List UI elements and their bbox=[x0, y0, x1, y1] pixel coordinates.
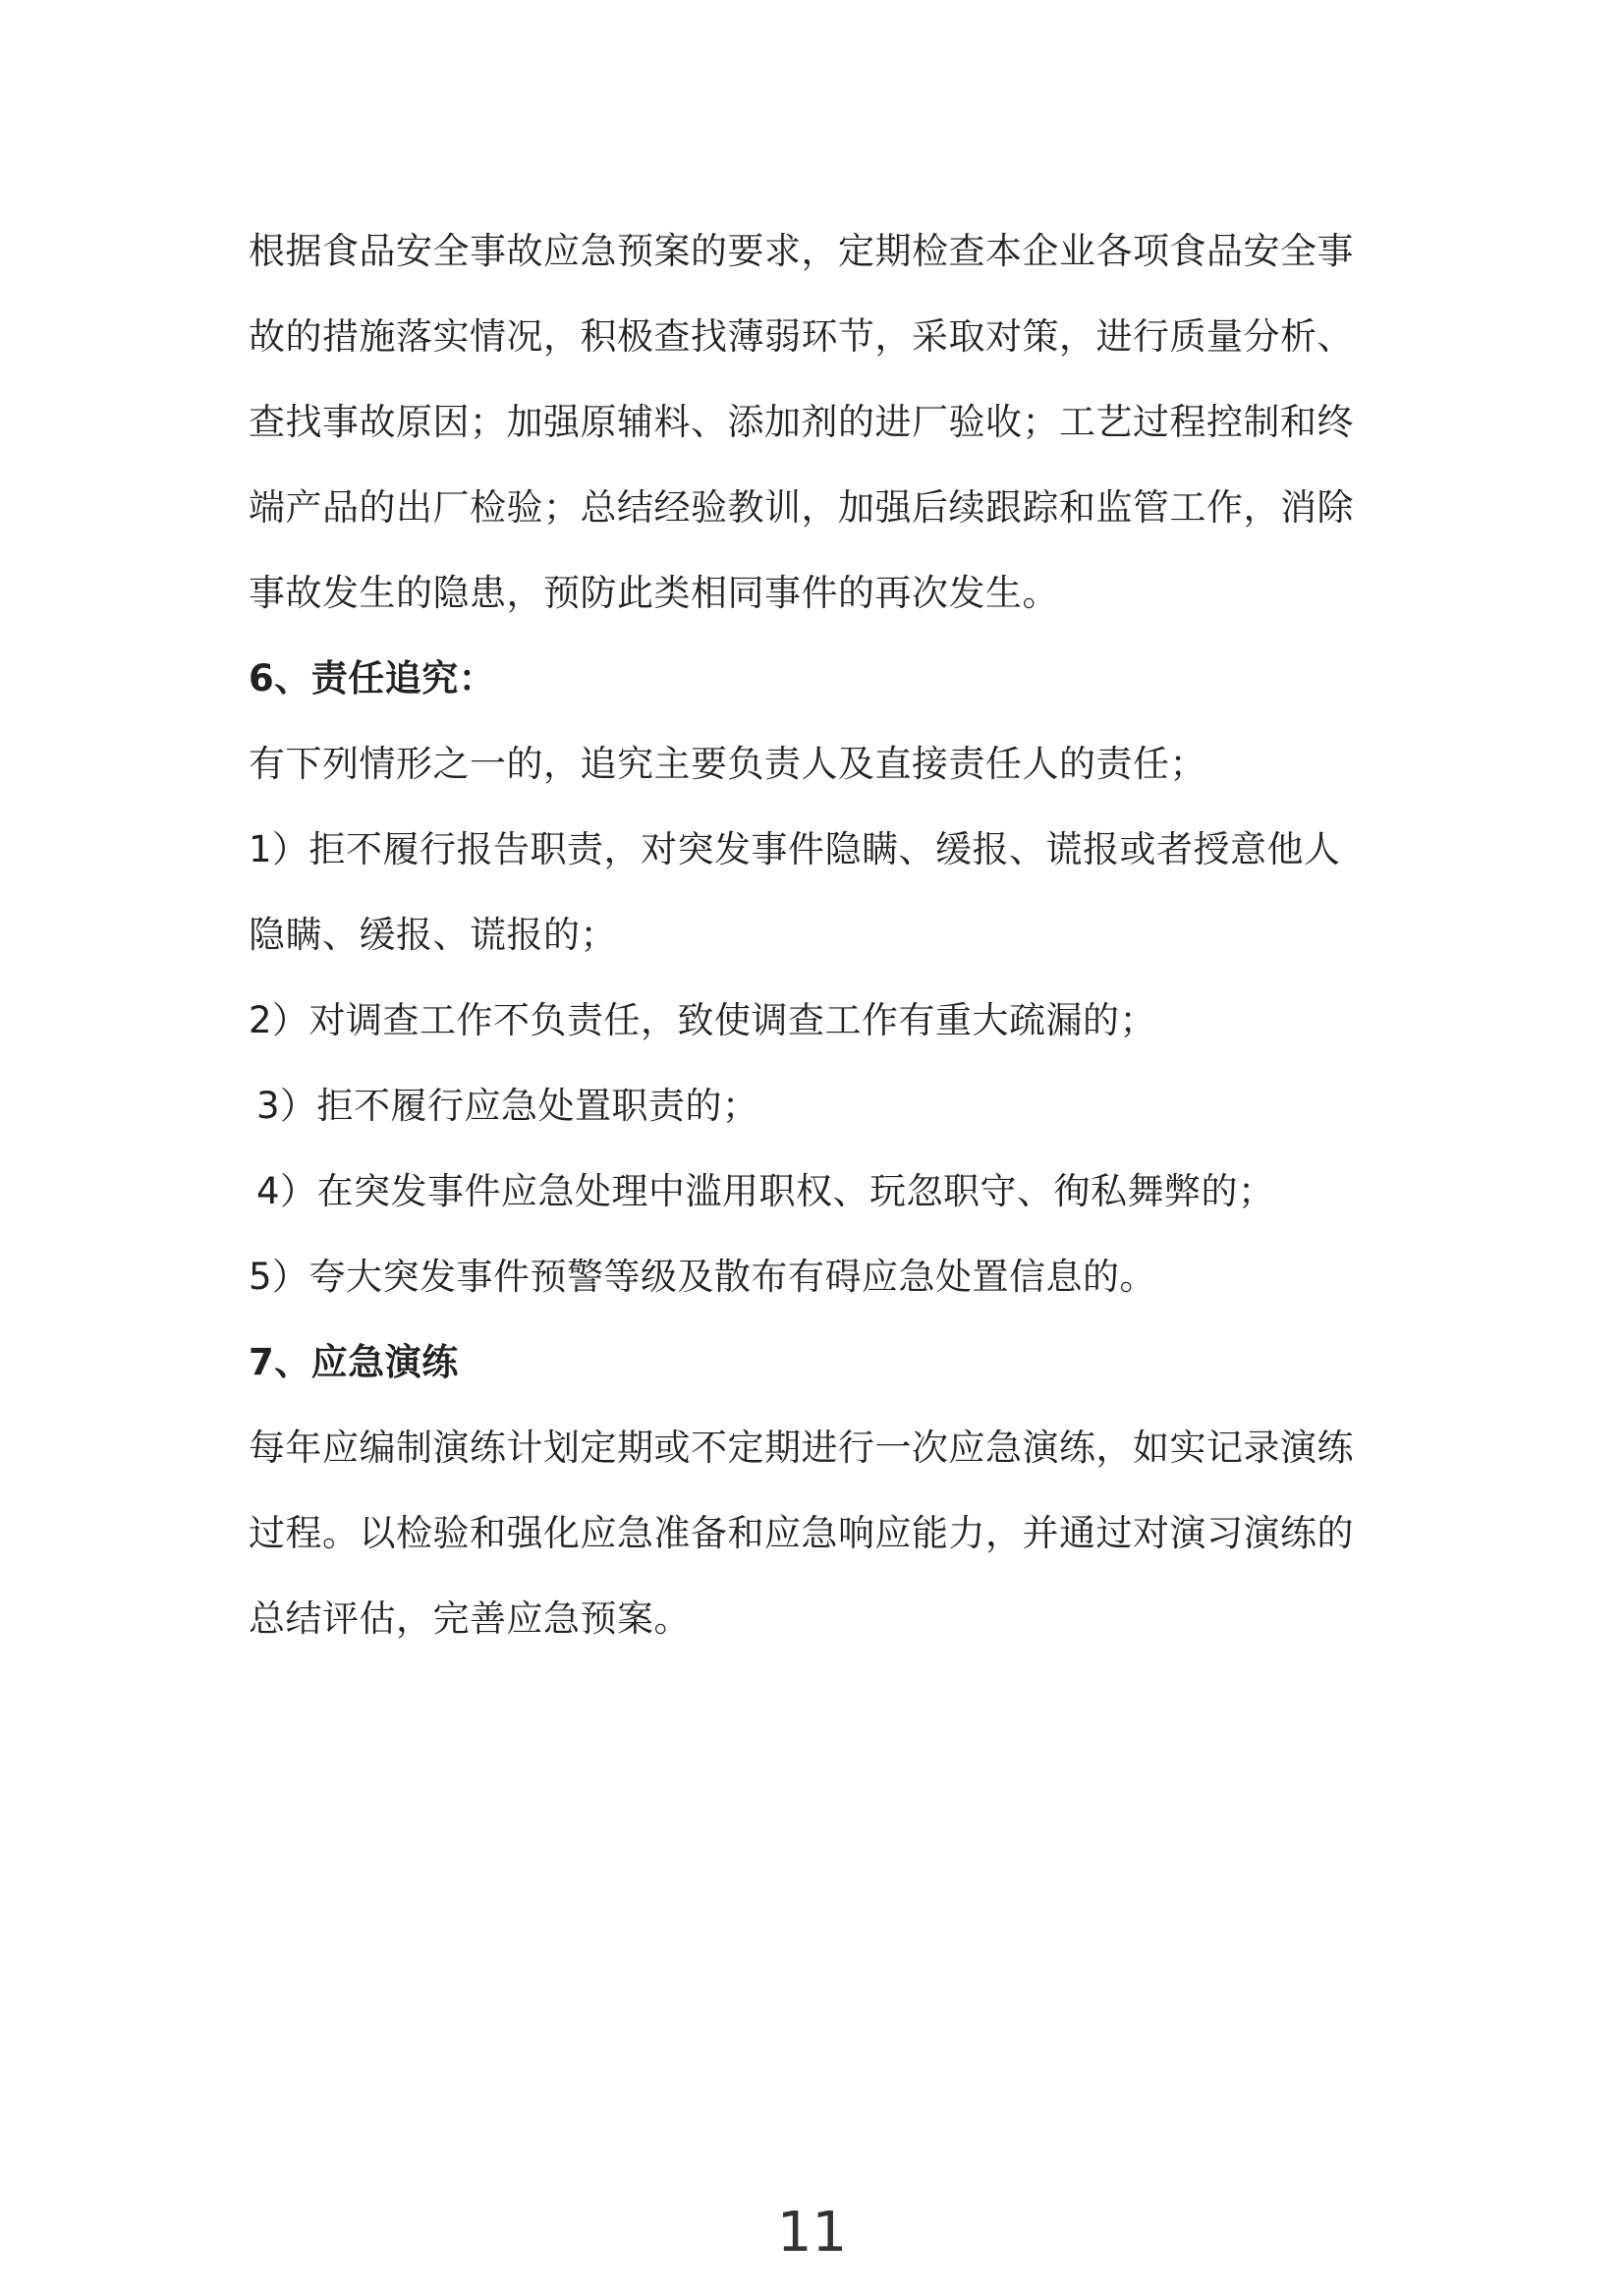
section-7-line: 过程。以检验和强化应急准备和应急响应能力，并通过对演习演练的 bbox=[249, 1512, 1354, 1554]
section-7-heading: 7、应急演练 bbox=[249, 1341, 459, 1383]
paragraph-line: 事故发生的隐患，预防此类相同事件的再次发生。 bbox=[249, 572, 1059, 614]
list-item-2: 2）对调查工作不负责任，致使调查工作有重大疏漏的； bbox=[249, 999, 1157, 1041]
document-body bbox=[249, 208, 1388, 1661]
paragraph-line: 查找事故原因；加强原辅料、添加剂的进厂验收；工艺过程控制和终 bbox=[249, 401, 1354, 443]
list-item-5: 5）夸大突发事件预警等级及散布有碍应急处置信息的。 bbox=[249, 1256, 1157, 1298]
page-number: 11 bbox=[776, 2201, 848, 2265]
paragraph-line: 故的措施落实情况，积极查找薄弱环节，采取对策，进行质量分析、 bbox=[249, 315, 1354, 358]
paragraph-line: 根据食品安全事故应急预案的要求，定期检查本企业各项食品安全事 bbox=[249, 230, 1354, 272]
list-item-1-continued: 隐瞒、缓报、谎报的； bbox=[249, 914, 617, 956]
list-item-3: 3）拒不履行应急处置职责的； bbox=[256, 1085, 759, 1127]
section-6-heading: 6、责任追究： bbox=[249, 657, 496, 700]
section-7-line: 总结评估，完善应急预案。 bbox=[249, 1597, 691, 1640]
section-6-intro: 有下列情形之一的，追究主要负责人及直接责任人的责任； bbox=[249, 743, 1206, 785]
list-item-4: 4）在突发事件应急处理中滥用职权、玩忽职守、徇私舞弊的； bbox=[256, 1170, 1275, 1212]
paragraph-line: 端产品的出厂检验；总结经验教训，加强后续跟踪和监管工作，消除 bbox=[249, 486, 1354, 529]
list-item-1: 1）拒不履行报告职责，对突发事件隐瞒、缓报、谎报或者授意他人 bbox=[249, 828, 1341, 870]
section-7-line: 每年应编制演练计划定期或不定期进行一次应急演练，如实记录演练 bbox=[249, 1427, 1354, 1469]
